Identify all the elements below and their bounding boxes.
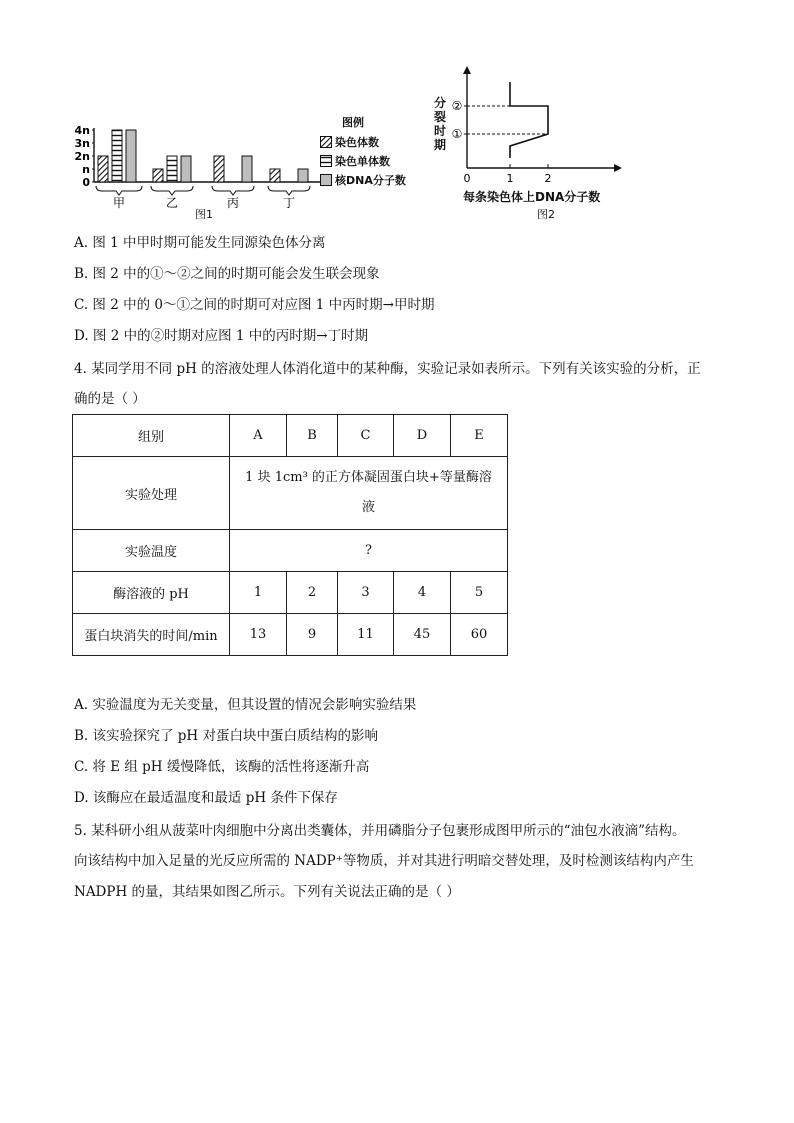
q5-line3: NADPH 的量，其结果如图乙所示。下列有关说法正确的是（ ） [74, 884, 460, 900]
q3-option-c: C. 图 2 中的 0～①之间的时期可对应图 1 中丙时期→甲时期 [74, 297, 435, 313]
fig1-bar [242, 156, 252, 182]
fig2-mark-1: ① [451, 127, 463, 141]
table-cell: 实验处理 [73, 457, 230, 530]
table-row [73, 530, 508, 572]
table-cell: 5 [451, 572, 508, 614]
fig2-x-label: 每条染色体上DNA分子数 [463, 190, 601, 204]
fig2-x-tick-label: 2 [544, 172, 552, 185]
figure-2 [430, 66, 630, 206]
fig1-bar [167, 156, 177, 182]
fig1-legend [320, 132, 406, 189]
fig2-y-label: 分裂时期 [434, 96, 447, 152]
table-cell: 2 [287, 572, 338, 614]
fig1-group-label: 甲 [112, 196, 126, 210]
legend-label: 核DNA分子数 [335, 173, 406, 187]
table-header-cell: 组别 [73, 415, 230, 457]
legend-label: 染色体数 [335, 135, 379, 149]
fig1-y-tick-label: 0 [82, 176, 90, 189]
fig1-bar [126, 130, 136, 182]
fig2-caption: 图2 [537, 208, 555, 221]
fig2-x-arrow [614, 164, 622, 172]
legend-item-chromosome [320, 132, 406, 151]
table-row [73, 457, 508, 530]
table-row [73, 572, 508, 614]
q3-option-b: B. 图 2 中的①～②之间的时期可能会发生联会现象 [74, 266, 380, 282]
q4-stem-line1: 4. 某同学用不同 pH 的溶液处理人体消化道中的某种酶，实验记录如表所示。下列有关该实验的分析，正 [74, 361, 701, 377]
table-cell: 1 [230, 572, 287, 614]
legend-swatch-stripe [320, 155, 332, 167]
fig2-x-tick-label: 1 [506, 172, 514, 185]
q3-option-d: D. 图 2 中的②时期对应图 1 中的丙时期→丁时期 [74, 328, 369, 344]
table-row [73, 415, 508, 457]
fig1-y-tick-label: n [82, 163, 90, 176]
fig1-caption: 图1 [195, 208, 213, 221]
q4-option-a: A. 实验温度为无关变量，但其设置的情况会影响实验结果 [74, 697, 417, 713]
q4-stem-line2: 确的是（ ） [74, 391, 146, 407]
table-cell: 酶溶液的 pH [73, 572, 230, 614]
table-cell: 蛋白块消失的时间/min [73, 614, 230, 656]
fig1-labels [75, 124, 311, 210]
fig1-bar [298, 169, 308, 182]
fig1-group-label: 丁 [282, 196, 296, 210]
fig1-group-label: 丙 [226, 196, 240, 210]
fig1-y-tick-label: 3n [74, 137, 90, 150]
fig1-bar [112, 130, 122, 182]
experiment-table [72, 414, 508, 656]
treatment-line2: 液 [361, 500, 375, 515]
table-cell: 3 [338, 572, 394, 614]
table-header-cell: E [451, 415, 508, 457]
fig1-group-label: 乙 [165, 196, 179, 210]
q4-option-c: C. 将 E 组 pH 缓慢降低，该酶的活性将逐渐升高 [74, 759, 370, 775]
table-cell: ? [230, 530, 508, 572]
legend-item-dna [320, 170, 406, 189]
table-row [73, 614, 508, 656]
fig1-bar [181, 156, 191, 182]
legend-swatch-gray [320, 174, 332, 186]
fig2-x-tick-label: 0 [463, 172, 471, 185]
treatment-line1: 1 块 1cm³ 的正方体凝固蛋白块+等量酶溶 [245, 470, 492, 485]
q4-option-d: D. 该酶应在最适温度和最适 pH 条件下保存 [74, 790, 338, 806]
fig1-bar [153, 169, 163, 182]
table-cell: 实验温度 [73, 530, 230, 572]
table-cell: 9 [287, 614, 338, 656]
fig1-group-bracket [96, 186, 142, 195]
table-header-cell: D [394, 415, 451, 457]
fig1-bar [270, 169, 280, 182]
legend-item-chromatid [320, 151, 406, 170]
legend-swatch-hatch [320, 136, 332, 148]
q4-option-b: B. 该实验探究了 pH 对蛋白块中蛋白质结构的影响 [74, 728, 378, 744]
fig1-y-tick-label: 2n [74, 150, 90, 163]
table-cell: 60 [451, 614, 508, 656]
fig2-mark-2: ② [451, 99, 463, 113]
fig1-y-tick-label: 4n [74, 124, 90, 137]
fig1-legend-title: 图例 [342, 116, 364, 129]
q5-line1: 5. 某科研小组从菠菜叶肉细胞中分离出类囊体，并用磷脂分子包裹形成图甲所示的“油包水液滴”结构。 [74, 823, 686, 839]
table-cell: 4 [394, 572, 451, 614]
fig1-bar [214, 156, 224, 182]
table-cell-treatment [230, 457, 508, 530]
table-cell: 11 [338, 614, 394, 656]
table-cell: 45 [394, 614, 451, 656]
fig2-y-arrow [463, 66, 471, 74]
table-header-cell: A [230, 415, 287, 457]
table-header-cell: C [338, 415, 394, 457]
q3-option-a: A. 图 1 中甲时期可能发生同源染色体分离 [74, 235, 326, 251]
table-header-cell: B [287, 415, 338, 457]
fig1-group-bracket [151, 186, 193, 195]
q5-line2: 向该结构中加入足量的光反应所需的 NADP⁺等物质，并对其进行明暗交替处理，及时检测该结构内产生 [74, 853, 694, 869]
fig2-curve [510, 82, 548, 158]
fig1-group-bracket [212, 186, 254, 195]
table-cell: 13 [230, 614, 287, 656]
fig1-bars [98, 130, 308, 182]
fig1-group-bracket [268, 186, 310, 195]
legend-label: 染色单体数 [335, 154, 390, 168]
fig1-bar [98, 156, 108, 182]
